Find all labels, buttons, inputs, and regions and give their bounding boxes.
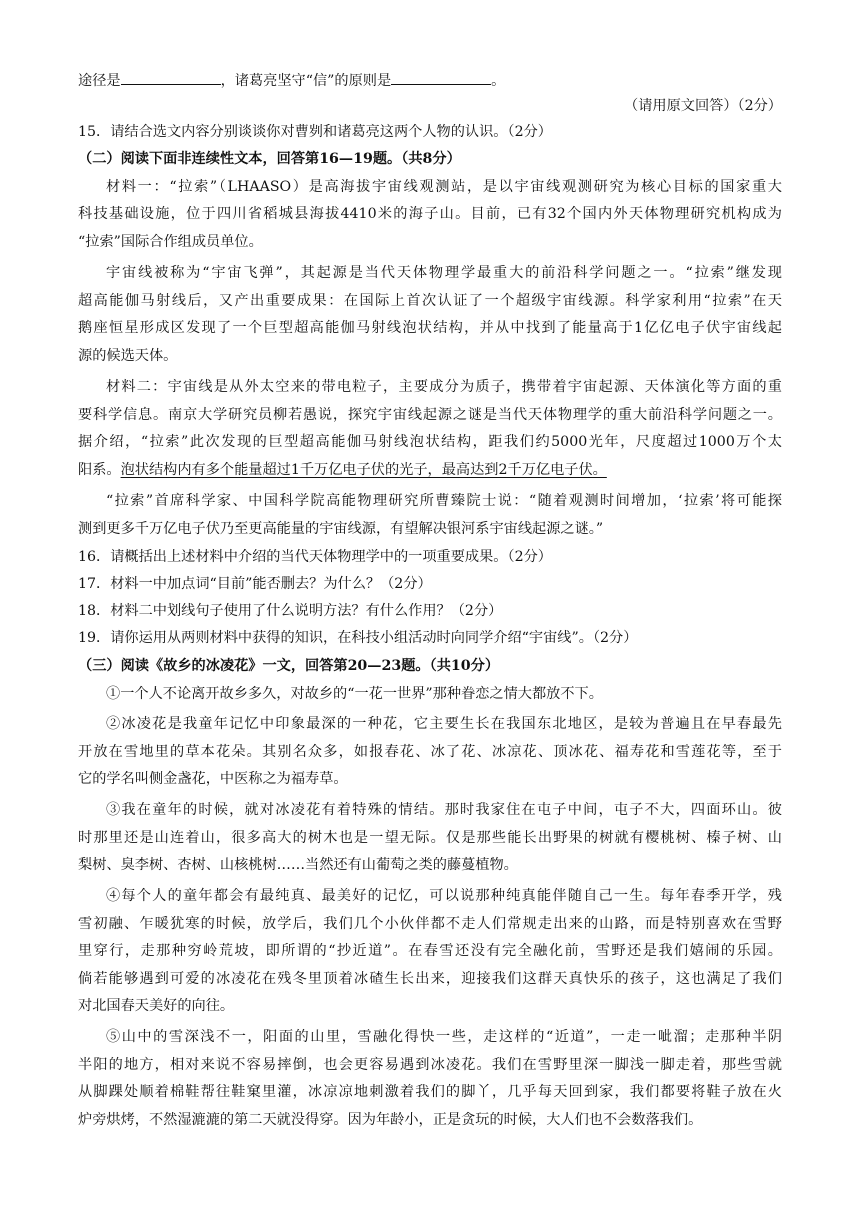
essay-para-4-line-5: 对北国春天美好的向往。 — [78, 998, 235, 1014]
material-2-line-1: 材料二：宇宙线是从外太空来的带电粒子，主要成分为质子，携带着宇宙起源、天体演化等方面的重 — [106, 379, 782, 395]
essay-para-5-line-1: ⑤山中的雪深浅不一，阳面的山里，雪融化得快一些，走这样的“近道”，一走一呲溜；走那种半阴 — [106, 1029, 782, 1045]
essay-para-3-line-3: 梨树、臭李树、杏树、山核桃树……当然还有山葡萄之类的藤蔓植物。 — [78, 857, 518, 873]
material-2-line-3: 据介绍，“拉索”此次发现的巨型超高能伽马射线泡状结构，距我们约5000光年，尺度超过1000万个太 — [78, 434, 782, 450]
essay-para-5-line-2: 半阳的地方，相对来说不容易摔倒，也会更容易遇到冰凌花。我们在雪野里深一脚浅一脚走着，那些雪就 — [78, 1057, 782, 1073]
essay-para-3-line-1: ③我在童年的时候，就对冰凌花有着特殊的情结。那时我家住在屯子中间，屯子不大，四面环山。彼 — [106, 802, 782, 818]
essay-para-5-line-3: 从脚踝处顺着棉鞋帮往鞋窠里灌，冰凉凉地刺激着我们的脚丫，几乎每天回到家，我们都要将鞋子放在火 — [78, 1084, 782, 1100]
m1-text-b: ，已有32个国内外天体物理研究机构成为 — [501, 206, 782, 222]
material-1-p2-line-1: 宇宙线被称为“宇宙飞弹”，其起源是当代天体物理学最重大的前沿科学问题之一。“拉索”继发现 — [106, 265, 782, 281]
underlined-sentence: 泡状结构内有多个能量超过1千万亿电子伏的光子，最高达到2千万亿电子伏。 — [120, 462, 607, 478]
essay-para-3-line-2: 时那里还是山连着山，很多高大的树木也是一望无际。仅是那些能长出野果的树就有樱桃树、榛子树、山 — [78, 830, 782, 846]
m1-text-a: 科技基础设施，位于四川省稻城县海拔4410米的海子山。 — [78, 206, 471, 222]
essay-para-4-line-4: 倘若能够遇到可爱的冰凌花在残冬里顶着冰碴生长出来，迎接我们这群天真快乐的孩子，这也满足了我们 — [78, 971, 782, 987]
dotted-word-char-1: 目 — [470, 206, 486, 222]
answer-blank-1[interactable] — [121, 70, 221, 85]
q14-text-a: 途径是 — [78, 73, 121, 89]
material-1-p2-line-4: 源的候选天体。 — [78, 348, 178, 364]
answer-blank-2[interactable] — [391, 70, 491, 85]
m2-text-a: 阳系。 — [78, 462, 121, 478]
q14-text-b: ，诸葛亮坚守“信”的原则是 — [220, 73, 392, 89]
q14-text-c: 。 — [491, 73, 506, 89]
essay-para-5-line-4: 炉旁烘烤，不然湿漉漉的第二天就没得穿。因为年龄小，正是贪玩的时候，大人们也不会数落我们。 — [78, 1112, 703, 1128]
question-18: 18．材料二中划线句子使用了什么说明方法？有什么作用？（2分） — [78, 603, 503, 619]
dotted-word-char-2: 前 — [485, 206, 502, 222]
section-2-heading: （二）阅读下面非连续性文本，回答第16—19题。（共8分） — [78, 151, 461, 167]
essay-para-4-line-3: 里穿行，走那种穷岭荒坡，即所谓的“抄近道”。在春雪还没有完全融化前，雪野还是我们嬉闹的乐园。 — [78, 943, 782, 959]
question-17: 17．材料一中加点词“目前”能否删去？为什么？（2分） — [78, 576, 432, 592]
essay-para-4-line-2: 雪初融、乍暖犹寒的时候，放学后，我们几个小伙伴都不走人们常规走出来的山路，而是特别喜欢在雪野 — [78, 916, 782, 932]
essay-para-2-line-3: 它的学名叫侧金盏花，中医称之为福寿草。 — [78, 771, 348, 787]
question-16: 16．请概括出上述材料中介绍的当代天体物理学中的一项重要成果。（2分） — [78, 549, 552, 565]
material-2-p2-line-2: 测到更多千万亿电子伏乃至更高能量的宇宙线源，有望解决银河系宇宙线起源之谜。” — [78, 521, 604, 537]
material-2-line-4 — [78, 460, 782, 480]
essay-para-4-line-1: ④每个人的童年都会有最纯真、最美好的记忆，可以说那种纯真能伴随自己一生。每年春季开学，残 — [106, 888, 782, 904]
material-2-p2-line-1: “拉索”首席科学家、中国科学院高能物理研究所曹臻院士说：“随着观测时间增加，‘拉索’将可能探 — [106, 493, 782, 509]
material-1-line-2 — [78, 204, 782, 224]
essay-para-2-line-2: 开放在雪地里的草本花朵。其别名众多，如报春花、冰了花、冰凉花、顶冰花、福寿花和雪莲花等，至于 — [78, 744, 782, 760]
essay-para-1: ①一个人不论离开故乡多久，对故乡的“一花一世界”那种眷恋之情大都放不下。 — [106, 686, 603, 702]
material-2-line-2: 要科学信息。南京大学研究员柳若愚说，探究宇宙线起源之谜是当代天体物理学的重大前沿科学问题之一。 — [78, 407, 782, 423]
material-1-p2-line-2: 超高能伽马射线后，又产出重要成果：在国际上首次认证了一个超级宇宙线源。科学家利用“拉索”在天 — [78, 293, 782, 309]
material-1-line-1: 材料一：“拉索”（LHAASO）是高海拔宇宙线观测站，是以宇宙线观测研究为核心目标的国家重大 — [106, 179, 782, 195]
q14-tail-line — [78, 70, 782, 91]
material-1-line-3: “拉索”国际合作组成员单位。 — [78, 234, 263, 250]
essay-para-2-line-1: ②冰凌花是我童年记忆中印象最深的一种花，它主要生长在我国东北地区，是较为普遍且在早春最先 — [106, 716, 782, 732]
material-1-p2-line-3: 鹅座恒星形成区发现了一个巨型超高能伽马射线泡状结构，并从中找到了能量高于1亿亿电子伏宇宙线起 — [78, 320, 782, 336]
q14-note: （请用原文回答）（2分） — [624, 98, 782, 114]
question-19: 19．请你运用从两则材料中获得的知识，在科技小组活动时向同学介绍“宇宙线”。（2分） — [78, 630, 638, 646]
question-15: 15．请结合选文内容分别谈谈你对曹刿和诸葛亮这两个人物的认识。（2分） — [78, 124, 552, 140]
section-3-heading: （三）阅读《故乡的冰凌花》一文，回答第20—23题。（共10分） — [78, 658, 500, 674]
